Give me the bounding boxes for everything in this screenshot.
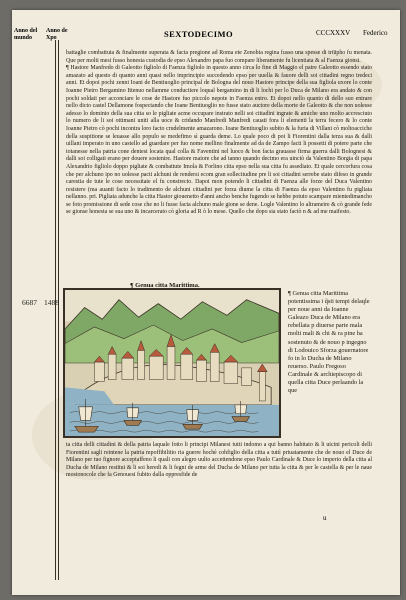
margin-christ-year: 1488 [44,298,59,307]
main-text [66,50,372,217]
header-anno-xpo-l1: Anno de [46,28,68,34]
header-anno-mundo-l2: mundo [14,35,33,41]
margin-rule [58,40,59,580]
margin-world-year: 6687 [22,298,37,307]
genoa-woodcut-illustration [63,288,281,438]
header-anno-mundo-l1: Anno del [14,28,38,34]
paragraph: battaglie combattuta & finalmente superata & facta pregione ad Roma ete Zenobia regina fusso una spesse di triu̅pho fu menata. Que per molti mesi fusso honesta custodia de epso Alexandro papa fuo compare liberamente fu licentiata & al Faenza gionsi. [66,50,372,64]
signature-mark: u [323,514,327,522]
caption-text: Genua citta Marittima. [135,282,200,289]
pilcrow-icon: ¶ [130,282,136,289]
running-title: SEXTODECIMO [164,29,233,39]
city-view-image [65,290,279,436]
running-name: Federico [363,29,388,37]
bottom-text: ta citta delli cittadini & della patria laquale fotto li principi Milanesi tutti indomo a qui banno habitato & li uicini pericoli delli Fiorentini sagli reintene la patria mpoffibilitio ria guerre hochè cohfiglio della citta a tuttì priuatamente che de nouo el Duce de Milano per tuo fignore acceptaffeno li quali con alegro uulto accettendone epso Paulo Cardinale & Duce lo imperio della citta al Ducha de Milano restitui & li soi heredi & li fegni de arme del Ducha de Milano per tutta la citta & per le castella & per le naue mostonocole che fa Genouesi fubito dalla oppresfide de [66,442,372,479]
side-column-text [288,290,370,395]
page-header [14,28,392,50]
paragraph: ¶ Hastore Manfredo di Galeotto figliolo di Faenza figliolo in questo anno circa lo fine di Maggio el patre Galeotto essendo stato amazato ad questo di quanto anni quasi nello imprincipio succedendo epso per uuella & fauore delli soi cittadini regno tredeci anni. Et dopoi pochi zenni Ioani de Bentiuoglio principal de Bologna del nouo Hastore principe della sua figliola uxore lo conte Ioanne Pietro Bergamino Ittenuo nellamme conductiere loqual bergamino in di li lochi per lo Duca de Milano era andato & con pochi soldati per acconciare le cose de Hastore fuo piccolo nepote in Faenza entro. Et dopoi nello quanto di dello suo entrare nello dicto castel Dellamone fospectando che Ioane Bentiuoglio no fusse stato auctore della morte de Galeotto & che non uolesse adesso lo dominio della sua citta so le pigliate acme occupare instrato nelli soi cittadini ingrate & amiche uno molto accresciuto lo numero de li soi ottimani uniti alla uoce & cridando Manfredi Manfredi cauati fora li elementi la terra fecero & lo conte Ioanne Pietro cò pochi incontra loro facto crudelmente amazarono. Ioane Bentiuoglio subito & la furia di Villani cò moltoacciche della suspitione se leuasse allo populo se medefimo sì guarda deme. Lo quale poco di poi li Fiorentini dalla terza sua & dalli uillani imperato in uno castello ad guardare per fuo nome mellino finalmente ad da de Zampo facti li possetti di potere parte che totanesse nella patria cone dentesi locata qual colla & Faventini nel luoco & bon facta grauasse firma guerra dalli Bolognesi & dalli soi colligati erano per douere sostenire. Hastore maiore che ad tanno quando decimo era uinctò da Valentino Borgia di papa Alexandrio figliolo doppo pigliate & combattute Imola & Forlino citta epso nella sua citta fu assediato. Et quale cercorfura cosa che per alchuno ipo no uolesse pacti alchuni de rendersi ecom gran sollecitudine pre li soi cittadini serrebe stato difeso in grande carestia de tute le cose necessitate el fu constrecto. Dapoi mon potendo li cittadini di Faenza alle forze del Duca Valentino resistere (ma auanti facto lo tradimento de alchuni cittadini per forza diume la citta di Faenza da epso Valentino fu pigliata nellanno. pri. Pigliata adunche la citta Hastor giouenetto d'anni ancho benche fugendo se hebbe potuto scampare mientedimancho se foto promissione di sede cose che no li fusse facta alchuno male gione se dene. Logle Valentino lo altrameire & cò grande fede se gionse honesta se sua uno & incarcerato cò gloria ad R ò lo mese. Quello che dopo sia stato factò n & ad me maifesto. [66,65,372,216]
header-anno-xpo-l2: Xpo [46,35,57,41]
margin-rule [55,40,56,580]
folio-number: CCCXXXV [316,29,351,37]
side-column-paragraph: Genua citta Marittima potentissima i q̃sti tempi delaqle per noue anni da Ioanne Galeazo Duca de Milano era rebellata p diuerse parte mala molti mali & chi & ra pine ha sostenuto & de nouo p ingegno di Lodouico Sforza gouernatore fo in lo Ducha de Milano reuerso. Paulo Fregoso Cardinale & archiepiscopo di quella citta Duce perlaando la que [288,290,370,395]
pilcrow-icon: ¶ [288,290,293,297]
